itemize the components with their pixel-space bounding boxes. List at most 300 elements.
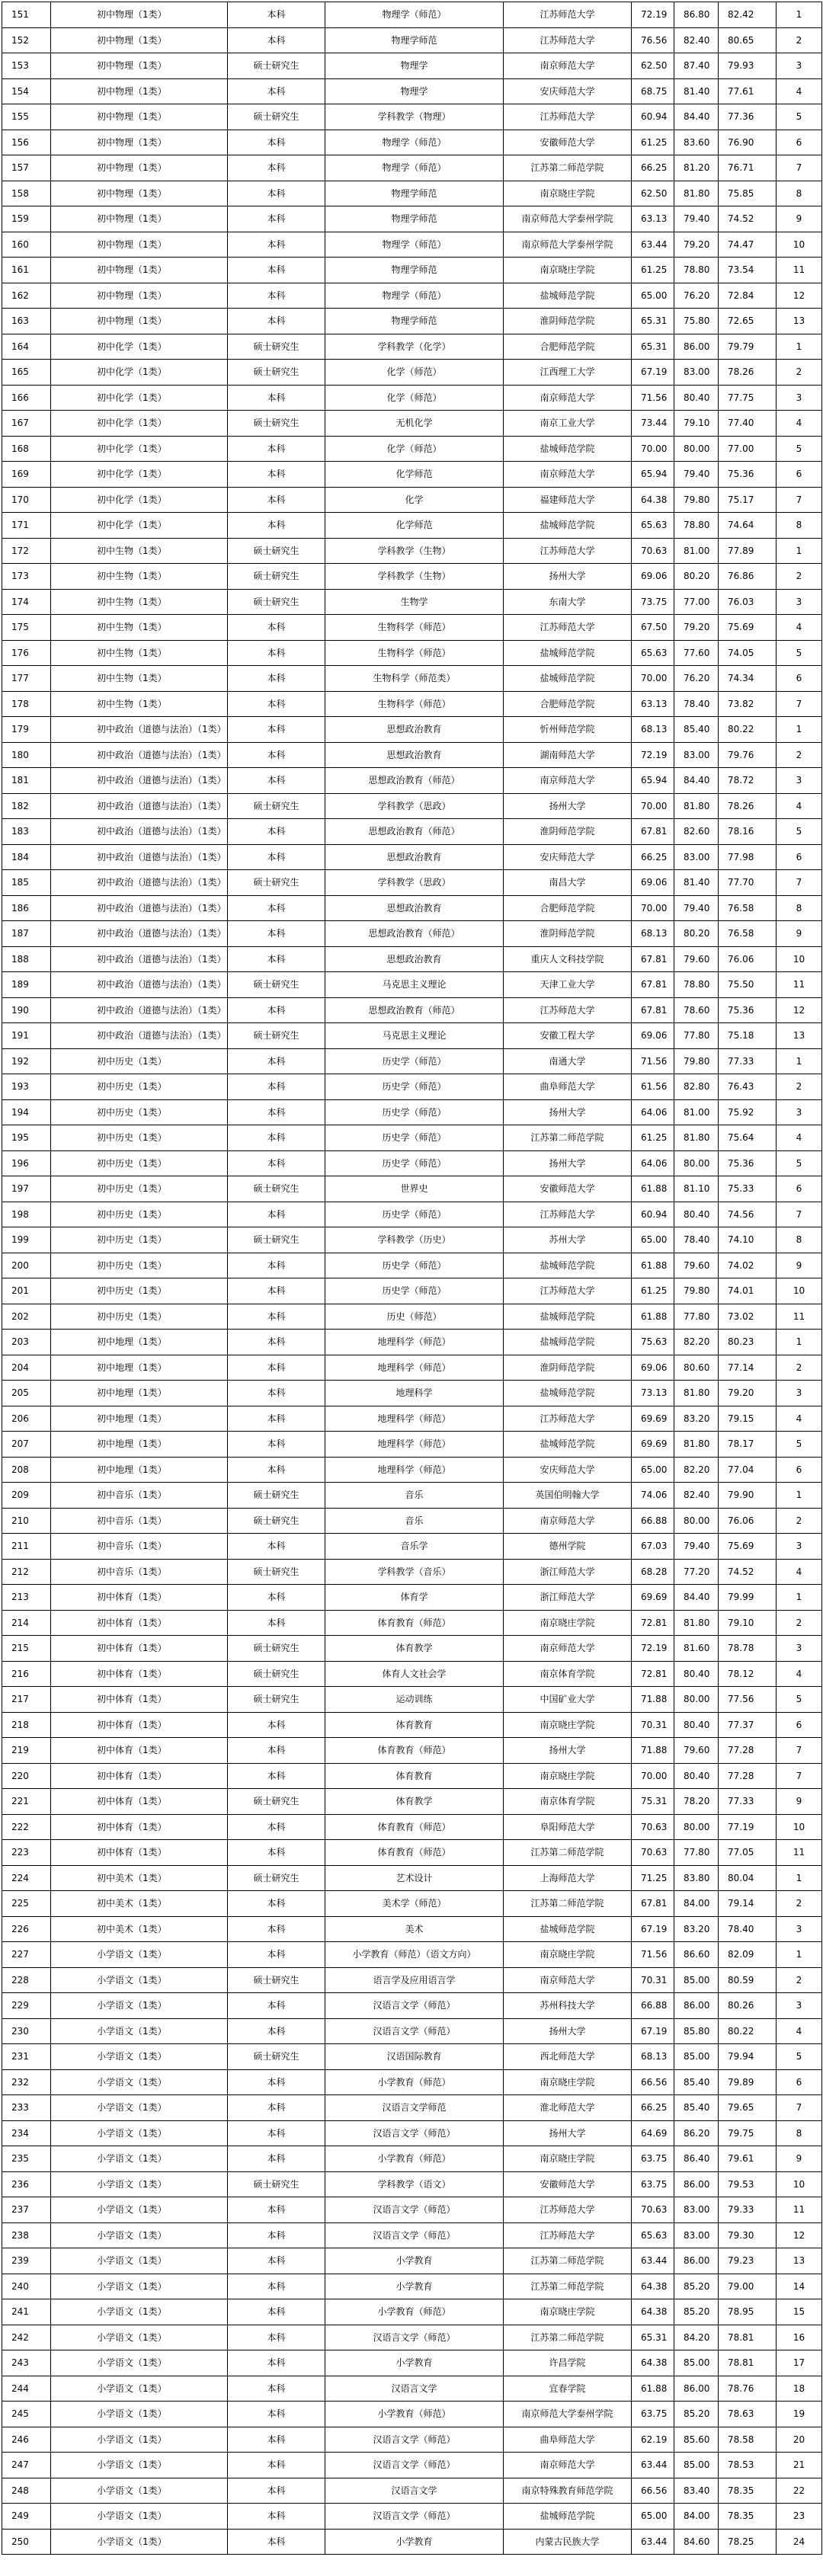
- total-score-cell: 77.70: [719, 870, 777, 896]
- post-name-cell: 小学语文（1类）: [51, 2222, 228, 2248]
- written-score-cell: 67.81: [632, 972, 674, 998]
- rank-cell: 3: [777, 1916, 822, 1942]
- table-row: [2, 2325, 822, 2350]
- post-name-cell: 初中体育（1类）: [51, 1610, 228, 1636]
- table-row: [2, 1483, 822, 1509]
- interview-score-cell: 77.80: [674, 1840, 719, 1866]
- row-index-cell: 163: [2, 309, 51, 334]
- total-score-cell: 78.72: [719, 768, 777, 794]
- row-index-cell: 244: [2, 2376, 51, 2402]
- interview-score-cell: 86.20: [674, 2120, 719, 2146]
- major-cell: 汉语言文学: [325, 2376, 504, 2402]
- post-name-cell: 初中体育（1类）: [51, 1789, 228, 1815]
- school-cell: 内蒙古民族大学: [504, 2529, 632, 2555]
- table-row: [2, 742, 822, 768]
- written-score-cell: 68.13: [632, 717, 674, 743]
- school-cell: 江苏师范大学: [504, 2197, 632, 2223]
- total-score-cell: 79.61: [719, 2146, 777, 2172]
- interview-score-cell: 85.00: [674, 2044, 719, 2070]
- interview-score-cell: 80.40: [674, 385, 719, 411]
- row-index-cell: 203: [2, 1330, 51, 1355]
- table-row: [2, 487, 822, 513]
- rank-cell: 2: [777, 1610, 822, 1636]
- major-cell: 小学教育（师范）: [325, 2069, 504, 2095]
- written-score-cell: 70.31: [632, 1967, 674, 1993]
- total-score-cell: 80.04: [719, 1865, 777, 1891]
- row-index-cell: 243: [2, 2350, 51, 2376]
- table-row: [2, 2095, 822, 2121]
- major-cell: 语言学及应用语言学: [325, 1967, 504, 1993]
- table-row: [2, 1993, 822, 2019]
- major-cell: 物理学: [325, 78, 504, 104]
- education-level-cell: 硕士研究生: [228, 1687, 325, 1713]
- row-index-cell: 179: [2, 717, 51, 743]
- education-level-cell: 本科: [228, 742, 325, 768]
- post-name-cell: 小学语文（1类）: [51, 2095, 228, 2121]
- table-row: [2, 564, 822, 590]
- results-table: [2, 2, 822, 2555]
- rank-cell: 3: [777, 589, 822, 615]
- written-score-cell: 60.94: [632, 1202, 674, 1227]
- major-cell: 小学教育: [325, 2529, 504, 2555]
- education-level-cell: 本科: [228, 436, 325, 462]
- rank-cell: 10: [777, 232, 822, 258]
- interview-score-cell: 87.40: [674, 53, 719, 79]
- row-index-cell: 171: [2, 513, 51, 539]
- school-cell: 安徽工程大学: [504, 1023, 632, 1049]
- school-cell: 盐城师范学院: [504, 1432, 632, 1458]
- post-name-cell: 小学语文（1类）: [51, 2478, 228, 2504]
- school-cell: 德州学院: [504, 1534, 632, 1560]
- interview-score-cell: 79.60: [674, 1738, 719, 1764]
- post-name-cell: 小学语文（1类）: [51, 2504, 228, 2530]
- total-score-cell: 77.40: [719, 411, 777, 437]
- school-cell: 南京晓庄学院: [504, 1763, 632, 1789]
- rank-cell: 15: [777, 2299, 822, 2325]
- major-cell: 学科教学（物理）: [325, 104, 504, 130]
- rank-cell: 6: [777, 666, 822, 692]
- education-level-cell: 本科: [228, 1355, 325, 1381]
- major-cell: 历史学（师范）: [325, 1099, 504, 1125]
- interview-score-cell: 81.00: [674, 538, 719, 564]
- table-row: [2, 1687, 822, 1713]
- rank-cell: 7: [777, 2095, 822, 2121]
- rank-cell: 18: [777, 2376, 822, 2402]
- rank-cell: 3: [777, 1993, 822, 2019]
- total-score-cell: 79.93: [719, 53, 777, 79]
- row-index-cell: 231: [2, 2044, 51, 2070]
- rank-cell: 11: [777, 972, 822, 998]
- rank-cell: 1: [777, 1942, 822, 1968]
- table-body: [2, 2, 822, 2555]
- written-score-cell: 65.94: [632, 462, 674, 488]
- major-cell: 历史学（师范）: [325, 1150, 504, 1176]
- major-cell: 物理学师范: [325, 206, 504, 232]
- interview-score-cell: 81.40: [674, 78, 719, 104]
- row-index-cell: 199: [2, 1227, 51, 1253]
- major-cell: 地理科学（师范）: [325, 1432, 504, 1458]
- post-name-cell: 初中政治（道德与法治）（1类）: [51, 717, 228, 743]
- row-index-cell: 210: [2, 1508, 51, 1534]
- education-level-cell: 硕士研究生: [228, 2044, 325, 2070]
- post-name-cell: 小学语文（1类）: [51, 2427, 228, 2453]
- table-row: [2, 717, 822, 743]
- table-row: [2, 258, 822, 283]
- row-index-cell: 234: [2, 2120, 51, 2146]
- rank-cell: 6: [777, 1712, 822, 1738]
- table-row: [2, 2299, 822, 2325]
- school-cell: 扬州大学: [504, 2018, 632, 2044]
- interview-score-cell: 83.20: [674, 1406, 719, 1432]
- written-score-cell: 65.94: [632, 768, 674, 794]
- major-cell: 体育教育: [325, 1712, 504, 1738]
- interview-score-cell: 84.60: [674, 2529, 719, 2555]
- post-name-cell: 初中音乐（1类）: [51, 1534, 228, 1560]
- table-row: [2, 130, 822, 155]
- major-cell: 思想政治教育: [325, 895, 504, 921]
- school-cell: 南京师范大学泰州学院: [504, 2402, 632, 2427]
- table-row: [2, 436, 822, 462]
- major-cell: 小学教育（师范）（语文方向）: [325, 1942, 504, 1968]
- interview-score-cell: 77.20: [674, 1559, 719, 1585]
- major-cell: 汉语言文学（师范）: [325, 2120, 504, 2146]
- interview-score-cell: 79.40: [674, 895, 719, 921]
- written-score-cell: 70.63: [632, 538, 674, 564]
- major-cell: 汉语言文学（师范）: [325, 2197, 504, 2223]
- interview-score-cell: 84.00: [674, 1891, 719, 1917]
- interview-score-cell: 84.40: [674, 1585, 719, 1611]
- school-cell: 重庆人文科技学院: [504, 946, 632, 972]
- row-index-cell: 207: [2, 1432, 51, 1458]
- total-score-cell: 72.84: [719, 283, 777, 309]
- table-row: [2, 666, 822, 692]
- row-index-cell: 195: [2, 1125, 51, 1151]
- post-name-cell: 小学语文（1类）: [51, 2350, 228, 2376]
- total-score-cell: 80.26: [719, 1993, 777, 2019]
- interview-score-cell: 80.00: [674, 1687, 719, 1713]
- rank-cell: 5: [777, 104, 822, 130]
- written-score-cell: 66.88: [632, 1993, 674, 2019]
- row-index-cell: 151: [2, 2, 51, 28]
- school-cell: 江西理工大学: [504, 360, 632, 386]
- total-score-cell: 74.34: [719, 666, 777, 692]
- rank-cell: 3: [777, 768, 822, 794]
- table-row: [2, 334, 822, 360]
- row-index-cell: 178: [2, 691, 51, 717]
- row-index-cell: 177: [2, 666, 51, 692]
- school-cell: 苏州大学: [504, 1227, 632, 1253]
- school-cell: 宜春学院: [504, 2376, 632, 2402]
- school-cell: 安徽师范大学: [504, 1176, 632, 1202]
- school-cell: 江苏第二师范学院: [504, 2325, 632, 2350]
- school-cell: 江苏师范大学: [504, 2222, 632, 2248]
- table-row: [2, 1432, 822, 1458]
- total-score-cell: 79.99: [719, 1585, 777, 1611]
- school-cell: 江苏师范大学: [504, 615, 632, 641]
- school-cell: 江苏师范大学: [504, 2, 632, 28]
- interview-score-cell: 80.40: [674, 1202, 719, 1227]
- school-cell: 江苏师范大学: [504, 997, 632, 1023]
- school-cell: 盐城师范学院: [504, 1381, 632, 1406]
- post-name-cell: 初中历史（1类）: [51, 1176, 228, 1202]
- interview-score-cell: 83.00: [674, 742, 719, 768]
- school-cell: 南京师范大学: [504, 768, 632, 794]
- total-score-cell: 74.05: [719, 640, 777, 666]
- post-name-cell: 初中化学（1类）: [51, 334, 228, 360]
- row-index-cell: 230: [2, 2018, 51, 2044]
- education-level-cell: 硕士研究生: [228, 334, 325, 360]
- row-index-cell: 162: [2, 283, 51, 309]
- major-cell: 小学教育（师范）: [325, 2299, 504, 2325]
- row-index-cell: 226: [2, 1916, 51, 1942]
- education-level-cell: 本科: [228, 1304, 325, 1330]
- written-score-cell: 69.69: [632, 1585, 674, 1611]
- school-cell: 扬州大学: [504, 1099, 632, 1125]
- post-name-cell: 初中物理（1类）: [51, 2, 228, 28]
- row-index-cell: 165: [2, 360, 51, 386]
- post-name-cell: 初中物理（1类）: [51, 283, 228, 309]
- post-name-cell: 初中体育（1类）: [51, 1763, 228, 1789]
- written-score-cell: 64.06: [632, 1150, 674, 1176]
- education-level-cell: 本科: [228, 666, 325, 692]
- post-name-cell: 初中地理（1类）: [51, 1381, 228, 1406]
- total-score-cell: 78.81: [719, 2325, 777, 2350]
- row-index-cell: 201: [2, 1278, 51, 1304]
- row-index-cell: 233: [2, 2095, 51, 2121]
- row-index-cell: 170: [2, 487, 51, 513]
- total-score-cell: 76.58: [719, 895, 777, 921]
- major-cell: 思想政治教育: [325, 844, 504, 870]
- major-cell: 思想政治教育: [325, 742, 504, 768]
- school-cell: 合肥师范学院: [504, 334, 632, 360]
- table-row: [2, 181, 822, 206]
- rank-cell: 20: [777, 2427, 822, 2453]
- education-level-cell: 硕士研究生: [228, 538, 325, 564]
- total-score-cell: 76.06: [719, 1508, 777, 1534]
- interview-score-cell: 81.80: [674, 793, 719, 819]
- row-index-cell: 213: [2, 1585, 51, 1611]
- written-score-cell: 65.63: [632, 640, 674, 666]
- row-index-cell: 188: [2, 946, 51, 972]
- school-cell: 天津工业大学: [504, 972, 632, 998]
- education-level-cell: 本科: [228, 1125, 325, 1151]
- table-row: [2, 2504, 822, 2530]
- table-row: [2, 1330, 822, 1355]
- row-index-cell: 208: [2, 1457, 51, 1483]
- education-level-cell: 硕士研究生: [228, 793, 325, 819]
- interview-score-cell: 78.60: [674, 997, 719, 1023]
- education-level-cell: 硕士研究生: [228, 972, 325, 998]
- written-score-cell: 66.25: [632, 2095, 674, 2121]
- total-score-cell: 77.33: [719, 1048, 777, 1074]
- post-name-cell: 初中政治（道德与法治）（1类）: [51, 946, 228, 972]
- post-name-cell: 小学语文（1类）: [51, 2325, 228, 2350]
- school-cell: 江苏师范大学: [504, 27, 632, 53]
- interview-score-cell: 83.00: [674, 2222, 719, 2248]
- total-score-cell: 79.65: [719, 2095, 777, 2121]
- school-cell: 南京晓庄学院: [504, 1712, 632, 1738]
- education-level-cell: 本科: [228, 1993, 325, 2019]
- education-level-cell: 本科: [228, 27, 325, 53]
- rank-cell: 13: [777, 2248, 822, 2274]
- rank-cell: 2: [777, 1074, 822, 1100]
- interview-score-cell: 80.40: [674, 1712, 719, 1738]
- row-index-cell: 182: [2, 793, 51, 819]
- school-cell: 南京师范大学: [504, 1967, 632, 1993]
- total-score-cell: 79.79: [719, 334, 777, 360]
- post-name-cell: 初中化学（1类）: [51, 411, 228, 437]
- education-level-cell: 本科: [228, 615, 325, 641]
- education-level-cell: 硕士研究生: [228, 1865, 325, 1891]
- major-cell: 历史学（师范）: [325, 1202, 504, 1227]
- interview-score-cell: 80.00: [674, 1150, 719, 1176]
- education-level-cell: 本科: [228, 1916, 325, 1942]
- major-cell: 小学教育（师范）: [325, 2146, 504, 2172]
- total-score-cell: 74.02: [719, 1253, 777, 1278]
- total-score-cell: 78.35: [719, 2504, 777, 2530]
- rank-cell: 12: [777, 997, 822, 1023]
- row-index-cell: 175: [2, 615, 51, 641]
- post-name-cell: 初中体育（1类）: [51, 1687, 228, 1713]
- school-cell: 江苏第二师范学院: [504, 2274, 632, 2299]
- major-cell: 物理学（师范）: [325, 2, 504, 28]
- major-cell: 体育学: [325, 1585, 504, 1611]
- school-cell: 南京晓庄学院: [504, 2146, 632, 2172]
- education-level-cell: 硕士研究生: [228, 1227, 325, 1253]
- major-cell: 汉语言文学（师范）: [325, 2427, 504, 2453]
- total-score-cell: 77.37: [719, 1712, 777, 1738]
- education-level-cell: 本科: [228, 78, 325, 104]
- school-cell: 南京晓庄学院: [504, 1610, 632, 1636]
- total-score-cell: 78.63: [719, 2402, 777, 2427]
- major-cell: 小学教育（师范）: [325, 2402, 504, 2427]
- table-row: [2, 1942, 822, 1968]
- school-cell: 浙江师范大学: [504, 1559, 632, 1585]
- major-cell: 汉语言文学: [325, 2478, 504, 2504]
- rank-cell: 1: [777, 1048, 822, 1074]
- interview-score-cell: 80.40: [674, 1661, 719, 1687]
- interview-score-cell: 86.00: [674, 2376, 719, 2402]
- total-score-cell: 78.81: [719, 2350, 777, 2376]
- education-level-cell: 硕士研究生: [228, 589, 325, 615]
- rank-cell: 8: [777, 1227, 822, 1253]
- total-score-cell: 79.20: [719, 1381, 777, 1406]
- post-name-cell: 初中政治（道德与法治）（1类）: [51, 819, 228, 845]
- post-name-cell: 初中物理（1类）: [51, 206, 228, 232]
- written-score-cell: 75.31: [632, 1789, 674, 1815]
- written-score-cell: 63.44: [632, 2248, 674, 2274]
- major-cell: 思想政治教育（师范）: [325, 768, 504, 794]
- row-index-cell: 224: [2, 1865, 51, 1891]
- written-score-cell: 71.25: [632, 1865, 674, 1891]
- education-level-cell: 本科: [228, 309, 325, 334]
- education-level-cell: 本科: [228, 283, 325, 309]
- post-name-cell: 初中体育（1类）: [51, 1661, 228, 1687]
- table-row: [2, 2248, 822, 2274]
- interview-score-cell: 81.60: [674, 1636, 719, 1662]
- total-score-cell: 75.64: [719, 1125, 777, 1151]
- school-cell: 安庆师范大学: [504, 78, 632, 104]
- written-score-cell: 63.13: [632, 691, 674, 717]
- row-index-cell: 160: [2, 232, 51, 258]
- school-cell: 江苏第二师范学院: [504, 2248, 632, 2274]
- interview-score-cell: 86.80: [674, 2, 719, 28]
- rank-cell: 10: [777, 2171, 822, 2197]
- table-row: [2, 2402, 822, 2427]
- row-index-cell: 250: [2, 2529, 51, 2555]
- written-score-cell: 61.56: [632, 1074, 674, 1100]
- total-score-cell: 79.15: [719, 1406, 777, 1432]
- written-score-cell: 70.00: [632, 793, 674, 819]
- education-level-cell: 硕士研究生: [228, 1483, 325, 1509]
- interview-score-cell: 85.00: [674, 2453, 719, 2478]
- rank-cell: 23: [777, 2504, 822, 2530]
- total-score-cell: 73.54: [719, 258, 777, 283]
- written-score-cell: 75.63: [632, 1330, 674, 1355]
- post-name-cell: 初中历史（1类）: [51, 1048, 228, 1074]
- school-cell: 江苏第二师范学院: [504, 1891, 632, 1917]
- written-score-cell: 68.75: [632, 78, 674, 104]
- school-cell: 安庆师范大学: [504, 844, 632, 870]
- row-index-cell: 181: [2, 768, 51, 794]
- post-name-cell: 小学语文（1类）: [51, 2146, 228, 2172]
- post-name-cell: 初中历史（1类）: [51, 1304, 228, 1330]
- table-row: [2, 2529, 822, 2555]
- post-name-cell: 小学语文（1类）: [51, 2274, 228, 2299]
- post-name-cell: 初中政治（道德与法治）（1类）: [51, 768, 228, 794]
- total-score-cell: 74.56: [719, 1202, 777, 1227]
- rank-cell: 24: [777, 2529, 822, 2555]
- education-level-cell: 本科: [228, 1278, 325, 1304]
- major-cell: 体育教育（师范）: [325, 1738, 504, 1764]
- interview-score-cell: 85.00: [674, 1967, 719, 1993]
- written-score-cell: 64.06: [632, 1099, 674, 1125]
- education-level-cell: 硕士研究生: [228, 1789, 325, 1815]
- education-level-cell: 本科: [228, 1202, 325, 1227]
- school-cell: 扬州大学: [504, 793, 632, 819]
- rank-cell: 2: [777, 27, 822, 53]
- education-level-cell: 本科: [228, 1457, 325, 1483]
- row-index-cell: 159: [2, 206, 51, 232]
- row-index-cell: 174: [2, 589, 51, 615]
- total-score-cell: 73.82: [719, 691, 777, 717]
- rank-cell: 3: [777, 1099, 822, 1125]
- total-score-cell: 78.26: [719, 360, 777, 386]
- total-score-cell: 76.86: [719, 564, 777, 590]
- table-row: [2, 793, 822, 819]
- table-row: [2, 1865, 822, 1891]
- row-index-cell: 225: [2, 1891, 51, 1917]
- row-index-cell: 214: [2, 1610, 51, 1636]
- interview-score-cell: 77.60: [674, 640, 719, 666]
- major-cell: 物理学: [325, 53, 504, 79]
- total-score-cell: 74.01: [719, 1278, 777, 1304]
- table-row: [2, 997, 822, 1023]
- school-cell: 湖南师范大学: [504, 742, 632, 768]
- table-row: [2, 360, 822, 386]
- post-name-cell: 初中生物（1类）: [51, 589, 228, 615]
- interview-score-cell: 83.40: [674, 2478, 719, 2504]
- total-score-cell: 73.02: [719, 1304, 777, 1330]
- education-level-cell: 本科: [228, 691, 325, 717]
- rank-cell: 8: [777, 2120, 822, 2146]
- row-index-cell: 212: [2, 1559, 51, 1585]
- major-cell: 学科教学（思政）: [325, 870, 504, 896]
- post-name-cell: 小学语文（1类）: [51, 2197, 228, 2223]
- written-score-cell: 62.50: [632, 53, 674, 79]
- total-score-cell: 78.35: [719, 2478, 777, 2504]
- education-level-cell: 本科: [228, 232, 325, 258]
